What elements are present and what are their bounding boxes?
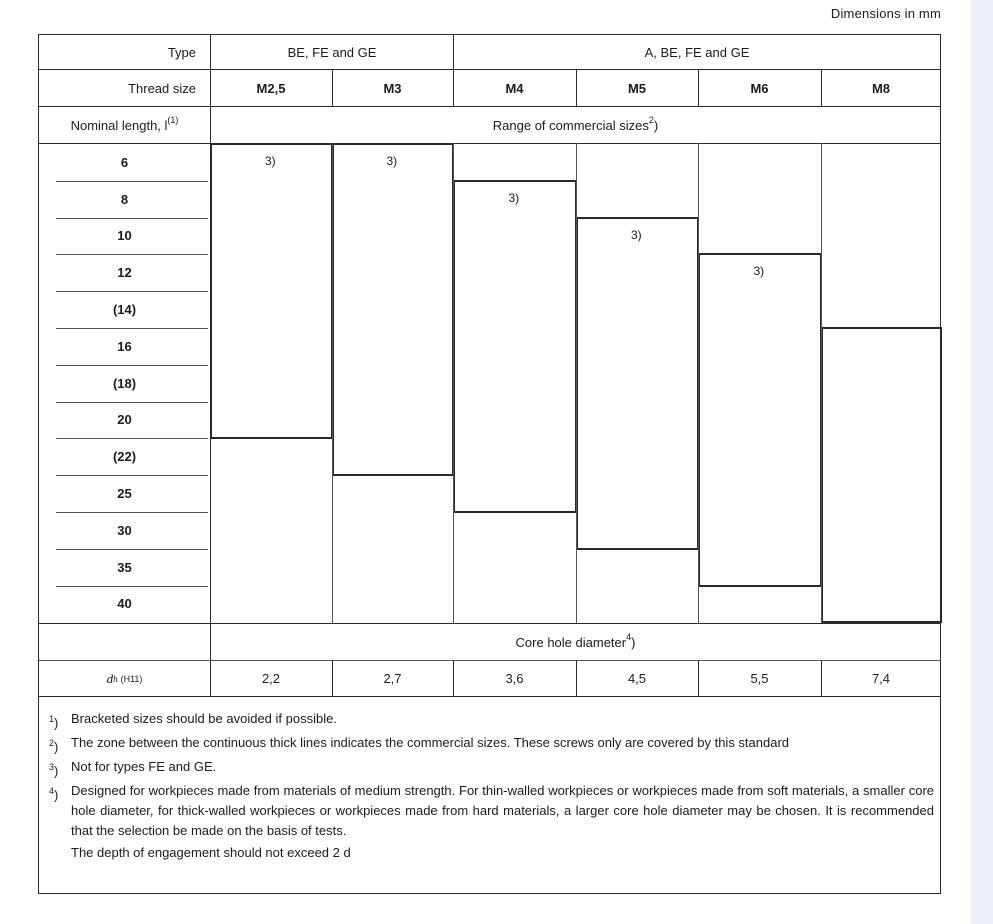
grid-hline <box>38 106 941 107</box>
row-divider <box>56 218 208 219</box>
core-hole-text: Core hole diameter <box>515 634 627 650</box>
footnote-4-text: Designed for workpieces made from materials of medium strength. For thin-walled workpieces or workpieces made from soft materials, a smaller core hole diameter, for thick-walled workpieces or workpieces made from hard materials, a larger core hole diameter may be chosen. It is recommended that the selection be made on the basis of tests. <box>71 783 934 838</box>
range-end-line <box>453 511 577 513</box>
dimensions-note: Dimensions in mm <box>830 6 941 21</box>
length-value: 6 <box>120 154 129 170</box>
range-end-line <box>576 548 699 550</box>
grid-hline <box>38 696 941 697</box>
thread-size-5: M8 <box>871 80 891 96</box>
thread-size-2: M4 <box>505 80 524 96</box>
core-hole-label: Core hole diameter 4 ) <box>515 632 636 650</box>
length-value: (18) <box>112 375 137 391</box>
note-3-marker: 3) <box>508 190 520 205</box>
thread-size-1: M3 <box>383 80 402 96</box>
grid-vline <box>453 661 454 696</box>
grid-hline <box>38 623 941 624</box>
note-3-marker: 3) <box>265 154 276 168</box>
length-value: (22) <box>112 449 137 465</box>
footnote-4-number: 4 <box>49 786 55 796</box>
row-divider <box>56 438 208 439</box>
range-end-line <box>698 585 822 587</box>
row-divider <box>56 586 208 587</box>
grid-hline <box>38 143 941 144</box>
length-value: 20 <box>117 412 132 428</box>
grid-vline <box>821 143 822 623</box>
thread-size-0: M2,5 <box>256 80 286 96</box>
footnote-4: $^4$) Designed for workpieces made from materials of medium strength. For thin-walled workpieces or workpieces made from soft materials, a smaller core hole diameter, for thick-walled workpieces or workpieces made from hard materials, a larger core hole diameter may be chosen. It is recommended that the selection be made on the basis of tests. The depth of engagement should not exceed 2 d <box>49 781 934 863</box>
grid-vline <box>453 34 454 70</box>
row-divider <box>56 328 208 329</box>
row-divider <box>56 549 208 550</box>
dh-label <box>39 661 210 696</box>
row-divider <box>56 181 208 182</box>
range-start-line <box>821 327 942 329</box>
nominal-length-label: Nominal length, l (1) <box>70 115 179 133</box>
core-value: 2,2 <box>261 671 281 686</box>
length-value: (14) <box>112 302 137 318</box>
page-edge-strip <box>971 0 993 924</box>
grid-vline <box>210 34 211 696</box>
row-divider <box>56 291 208 292</box>
row-divider <box>56 254 208 255</box>
dh-symbol: d <box>106 670 114 686</box>
grid-vline <box>821 70 822 106</box>
row-divider <box>56 402 208 403</box>
grid-vline <box>698 70 699 106</box>
thread-size-4: M6 <box>750 80 769 96</box>
grid-vline <box>576 70 577 106</box>
range-label-text: Range of commercial sizes <box>492 117 649 133</box>
range-end-line <box>210 437 333 439</box>
grid-vline <box>332 661 333 696</box>
footnotes <box>49 709 934 867</box>
grid-vline <box>332 143 333 623</box>
note-3-marker: 3) <box>753 264 765 279</box>
range-end-line <box>332 474 454 476</box>
range-start-line <box>698 253 822 255</box>
length-value: 40 <box>117 596 132 612</box>
range-label-sup: 2 <box>648 115 654 125</box>
grid-hline <box>38 660 941 661</box>
footnote-2-number: 2 <box>49 738 55 748</box>
range-start-line <box>453 180 577 182</box>
footnote-1-text: Bracketed sizes should be avoided if possible. <box>71 711 337 726</box>
core-value: 4,5 <box>627 671 647 686</box>
grid-vline <box>453 70 454 106</box>
range-start-line <box>576 217 699 219</box>
length-value: 16 <box>117 338 132 354</box>
length-value: 35 <box>117 559 132 575</box>
nominal-length-sup: 1 <box>170 115 176 125</box>
footnote-3-number: 3 <box>49 762 55 772</box>
range-right-line <box>940 327 942 622</box>
type-group-1: BE, FE and GE <box>287 44 377 60</box>
footnote-3: $^3$) Not for types FE and GE. <box>49 759 217 779</box>
grid-vline <box>821 661 822 696</box>
grid-vline <box>576 143 577 623</box>
grid-vline <box>698 143 699 623</box>
dh-subscript: h <box>113 673 118 684</box>
length-value: 25 <box>117 486 132 502</box>
row-divider <box>56 475 208 476</box>
row-divider <box>56 512 208 513</box>
footnote-2-text: The zone between the continuous thick lines indicates the commercial sizes. These screws only are covered by this standard <box>71 735 790 750</box>
type-group-2: A, BE, FE and GE <box>644 44 750 60</box>
footnote-1-number: 1 <box>49 714 55 724</box>
core-value: 7,4 <box>871 671 891 686</box>
range-label: Range of commercial sizes 2 ) <box>492 115 659 133</box>
length-value: 8 <box>120 191 129 207</box>
grid-vline <box>332 70 333 106</box>
thread-size-3: M5 <box>627 80 647 96</box>
grid-vline <box>453 143 454 623</box>
note-3-marker: 3) <box>386 154 398 168</box>
footnote-2: $^2$) The zone between the continuous thick lines indicates the commercial sizes. These screws only are covered by this standard <box>49 735 790 755</box>
grid-hline <box>38 69 941 70</box>
length-value: 10 <box>117 228 132 244</box>
footnote-1: $^1$) Bracketed sizes should be avoided if possible. <box>49 711 337 731</box>
grid-vline <box>698 661 699 696</box>
length-value: 12 <box>117 265 132 281</box>
type-label: Type <box>167 44 196 60</box>
note-3-marker: 3) <box>631 227 642 242</box>
length-value: 30 <box>117 522 132 538</box>
core-hole-sup: 4 <box>626 632 632 642</box>
row-divider <box>56 365 208 366</box>
core-value: 5,5 <box>750 671 769 686</box>
grid-vline <box>576 661 577 696</box>
footnote-3-text: Not for types FE and GE. <box>71 759 217 774</box>
core-value: 2,7 <box>383 671 402 686</box>
dh-tolerance: (H11) <box>120 673 143 684</box>
thread-size-label: Thread size <box>128 80 196 96</box>
core-value: 3,6 <box>505 671 524 686</box>
nominal-length-text: Nominal length, l <box>70 117 168 133</box>
footnote-4-extra: The depth of engagement should not exceed 2 d <box>71 845 351 860</box>
